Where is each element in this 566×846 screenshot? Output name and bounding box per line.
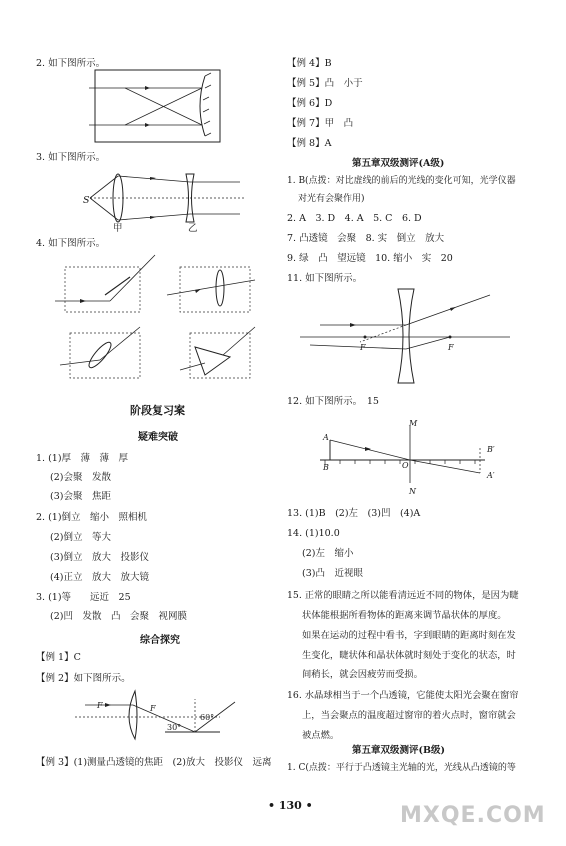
yinan-line-6: (3)倒立 放大 投影仪 <box>50 552 149 563</box>
li3-text: 【例 3】(1)测量凸透镜的焦距 (2)放大 投影仪 远离 <box>36 757 272 768</box>
subtitle-yinan: 疑难突破 <box>138 432 178 443</box>
q3-yi-label: 乙 <box>188 223 198 234</box>
a12-label-a-prime: A′ <box>487 471 495 480</box>
li6-text: 【例 6】D <box>287 98 333 109</box>
a15-line5: 间稍长，就会因疲劳而受损。 <box>302 669 423 680</box>
a9-text: 9. 绿 凸 望远镜 10. 缩小 实 20 <box>287 253 453 264</box>
yinan-line-9: (2)凹 发散 凸 会聚 视网膜 <box>50 611 187 622</box>
a12-label-m: M <box>409 419 418 428</box>
li2-f2: F <box>150 704 156 713</box>
li2-angle-60: 60° <box>200 713 215 722</box>
a12-figure <box>305 418 505 488</box>
subtitle-zonghe: 综合探究 <box>140 635 180 646</box>
a16-line2: 上，当会聚点的温度超过窗帘的着火点时，窗帘就会 <box>302 710 516 721</box>
q2-figure <box>95 70 225 145</box>
a12-label-b-prime: B′ <box>487 445 495 454</box>
yinan-line-5: (2)倒立 等大 <box>50 532 111 543</box>
a12-label-n: N <box>409 487 416 496</box>
a11-figure <box>300 287 520 387</box>
li2-text: 【例 2】如下图所示。 <box>36 673 131 684</box>
yinan-line-7: (4)正立 放大 放大镜 <box>50 572 149 583</box>
a12-label-a: A <box>323 433 329 442</box>
a11-f-right: F <box>448 343 454 352</box>
q4-figure <box>55 255 255 385</box>
yinan-line-2: (2)会聚 发散 <box>50 472 111 483</box>
a11-f-left: F <box>360 343 366 352</box>
li7-text: 【例 7】甲 凸 <box>287 118 354 129</box>
b1-text: 1. C(点拨：平行于凸透镜主光轴的光，光线从凸透镜的等 <box>287 763 516 773</box>
a7-text: 7. 凸透镜 会聚 8. 实 倒立 放大 <box>287 233 445 244</box>
chapter-b-title: 第五章双级测评(B级) <box>352 745 446 756</box>
a13-text: 13. (1)B (2)左 (3)凹 (4)A <box>287 508 421 519</box>
a16-line3: 被点燃。 <box>302 730 340 741</box>
a12-label-o: O <box>402 461 409 470</box>
q3-jia-label: 甲 <box>113 223 123 234</box>
watermark-text: MXQE.COM <box>400 803 546 828</box>
a15-line2: 状体能根据所看物体的距离来调节晶状体的厚度。 <box>302 610 507 621</box>
q3-s-label: S <box>83 195 90 206</box>
a15-line3: 如果在运动的过程中看书，字到眼睛的距离时刻在发 <box>302 630 516 641</box>
a14-line3: (3)凸 近视眼 <box>302 568 363 579</box>
q4-text: 4. 如下图所示。 <box>36 238 106 249</box>
a1-line1: 1. B(点拨：对比虚线的前后的光线的变化可知，光学仪器 <box>287 176 516 186</box>
li2-f1: F <box>97 701 103 710</box>
yinan-line-4: 2. (1)倒立 缩小 照相机 <box>36 512 148 523</box>
a12-text: 12. 如下图所示。 15 <box>287 396 379 407</box>
a1-line2: 对光有会聚作用) <box>298 194 365 204</box>
section-title-jieduan: 阶段复习案 <box>130 404 185 417</box>
li8-text: 【例 8】A <box>287 138 332 149</box>
q3-figure <box>90 170 250 230</box>
li5-text: 【例 5】凸 小于 <box>287 78 363 89</box>
li4-text: 【例 4】B <box>287 58 332 69</box>
a2-text: 2. A 3. D 4. A 5. C 6. D <box>287 213 422 224</box>
yinan-line-3: (3)会聚 焦距 <box>50 491 111 502</box>
yinan-line-8: 3. (1)等 远近 25 <box>36 592 131 603</box>
a14-text: 14. (1)10.0 <box>287 528 340 539</box>
page-number: • 130 • <box>268 799 313 812</box>
li2-figure <box>75 687 245 742</box>
a15-line1: 15. 正常的眼睛之所以能看清远近不同的物体，是因为睫 <box>287 590 519 601</box>
a14-line2: (2)左 缩小 <box>302 548 354 559</box>
yinan-line-1: 1. (1)厚 薄 薄 厚 <box>36 453 129 464</box>
q2-text: 2. 如下图所示。 <box>36 58 106 69</box>
a16-line1: 16. 水晶球相当于一个凸透镜，它能使太阳光会聚在窗帘 <box>287 690 519 701</box>
a15-line4: 生变化，睫状体和晶状体就时刻处于变化的状态，时 <box>302 650 516 661</box>
a11-text: 11. 如下图所示。 <box>287 273 363 284</box>
li2-angle-30: 30° <box>167 723 182 732</box>
a12-label-b: B <box>323 463 329 472</box>
chapter-a-title: 第五章双级测评(A级) <box>352 158 445 169</box>
q3-text: 3. 如下图所示。 <box>36 152 106 163</box>
li1-text: 【例 1】C <box>36 652 81 663</box>
